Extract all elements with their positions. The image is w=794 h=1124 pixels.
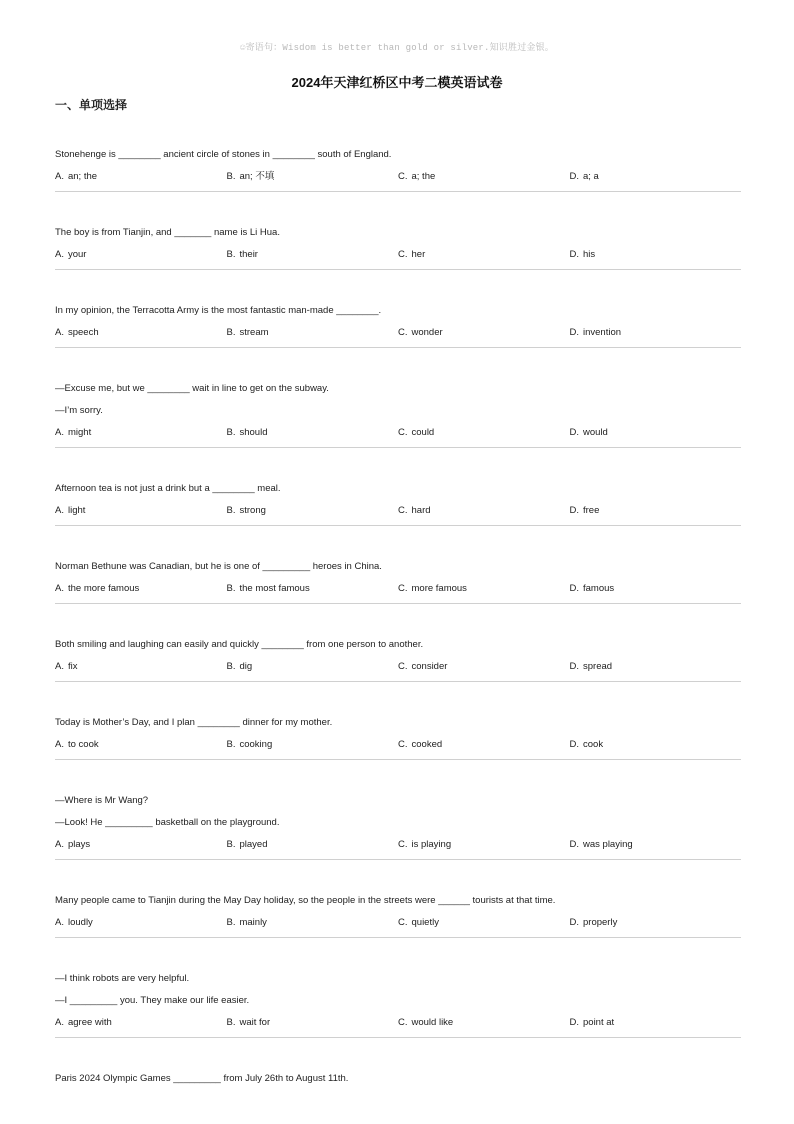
option-letter: B.	[226, 839, 236, 850]
option-text: cooking	[239, 739, 273, 750]
option-letter: B.	[226, 739, 236, 750]
option-text: should	[239, 427, 268, 438]
question-divider	[55, 681, 741, 682]
answer-options	[55, 737, 741, 759]
option-text: famous	[583, 583, 615, 594]
option-letter: A.	[55, 661, 64, 672]
question-divider	[55, 937, 741, 938]
question-item	[55, 380, 741, 448]
answer-options	[55, 503, 741, 525]
option-text: mainly	[239, 917, 267, 928]
option-text: the most famous	[239, 583, 310, 594]
question-divider	[55, 859, 741, 860]
option-text: was playing	[583, 839, 633, 850]
question-item	[55, 1070, 741, 1093]
answer-option-a[interactable]	[55, 915, 227, 937]
answer-option-d[interactable]	[570, 737, 742, 759]
option-text: her	[411, 249, 426, 260]
answer-options	[55, 169, 741, 191]
option-text: could	[411, 427, 435, 438]
answer-option-b[interactable]	[227, 425, 399, 447]
answer-options	[55, 247, 741, 269]
question-stem: Many people came to Tianjin during the May Day holiday, so the people in the streets were ______ tourists at that time.	[55, 895, 556, 906]
option-letter: D.	[569, 427, 579, 438]
question-item	[55, 636, 741, 682]
option-letter: C.	[398, 1017, 408, 1028]
option-text: the more famous	[67, 583, 140, 594]
answer-option-c[interactable]	[398, 425, 570, 447]
answer-options	[55, 915, 741, 937]
question-stem: The boy is from Tianjin, and _______ name is Li Hua.	[55, 227, 280, 238]
option-letter: D.	[569, 1017, 579, 1028]
answer-options	[55, 325, 741, 347]
option-text: strong	[239, 505, 266, 516]
answer-option-d[interactable]	[570, 425, 742, 447]
option-text: an; the	[67, 171, 98, 182]
answer-options	[55, 425, 741, 447]
option-text: loudly	[67, 917, 93, 928]
answer-option-d[interactable]	[570, 659, 742, 681]
option-letter: A.	[55, 327, 64, 338]
answer-option-c[interactable]	[398, 581, 570, 603]
page-title: 2024年天津红桥区中考二模英语试卷	[291, 75, 503, 90]
question-item	[55, 792, 741, 860]
option-letter: C.	[398, 427, 408, 438]
question-stem: —Excuse me, but we ________ wait in line to get on the subway.	[55, 383, 329, 394]
option-letter: A.	[55, 1017, 64, 1028]
option-text: played	[239, 839, 268, 850]
question-stem: Paris 2024 Olympic Games _________ from July 26th to August 11th.	[55, 1073, 349, 1084]
option-letter: B.	[226, 171, 236, 182]
option-letter: C.	[398, 583, 408, 594]
answer-option-b[interactable]	[227, 581, 399, 603]
question-divider	[55, 347, 741, 348]
option-text: spread	[583, 661, 613, 672]
question-stem: Afternoon tea is not just a drink but a ________ meal.	[55, 483, 281, 494]
option-letter: A.	[55, 739, 64, 750]
option-letter: D.	[569, 171, 579, 182]
option-text: their	[239, 249, 258, 260]
option-text: a; a	[583, 171, 599, 182]
question-stem: —Look! He _________ basketball on the playground.	[55, 817, 280, 828]
option-letter: D.	[569, 661, 579, 672]
option-letter: A.	[55, 839, 64, 850]
option-text: an; 不填	[239, 171, 275, 182]
answer-options	[55, 659, 741, 681]
answer-option-c[interactable]	[398, 247, 570, 269]
answer-option-d[interactable]	[570, 325, 742, 347]
option-text: fix	[67, 661, 78, 672]
option-text: your	[67, 249, 87, 260]
answer-option-a[interactable]	[55, 581, 227, 603]
answer-option-a[interactable]	[55, 247, 227, 269]
option-text: wonder	[411, 327, 443, 338]
question-list	[55, 146, 741, 1093]
question-divider	[55, 447, 741, 448]
option-letter: D.	[569, 739, 579, 750]
option-text: a; the	[411, 171, 436, 182]
option-letter: C.	[398, 839, 408, 850]
section-heading: 一、单项选择	[55, 98, 128, 112]
option-letter: A.	[55, 917, 64, 928]
option-text: point at	[583, 1017, 615, 1028]
answer-option-b[interactable]	[227, 247, 399, 269]
answer-option-c[interactable]	[398, 837, 570, 859]
option-text: stream	[239, 327, 269, 338]
option-letter: D.	[569, 327, 579, 338]
option-text: quietly	[411, 917, 439, 928]
option-letter: A.	[55, 583, 64, 594]
option-letter: A.	[55, 171, 64, 182]
question-item	[55, 146, 741, 192]
question-stem: —Where is Mr Wang?	[55, 795, 149, 806]
question-item	[55, 892, 741, 938]
option-letter: D.	[569, 249, 579, 260]
question-stem: —I’m sorry.	[55, 405, 103, 416]
question-item	[55, 480, 741, 526]
answer-option-a[interactable]	[55, 425, 227, 447]
question-stem: Norman Bethune was Canadian, but he is one of _________ heroes in China.	[55, 561, 382, 572]
option-text: more famous	[411, 583, 467, 594]
answer-option-c[interactable]	[398, 659, 570, 681]
question-divider	[55, 1037, 741, 1038]
answer-options	[55, 1015, 741, 1037]
option-letter: B.	[226, 427, 236, 438]
option-letter: A.	[55, 249, 64, 260]
answer-option-d[interactable]	[570, 581, 742, 603]
option-text: wait for	[239, 1017, 271, 1028]
option-letter: C.	[398, 171, 408, 182]
option-text: would like	[411, 1017, 454, 1028]
answer-option-c[interactable]	[398, 169, 570, 191]
option-text: is playing	[411, 839, 452, 850]
answer-option-b[interactable]	[227, 169, 399, 191]
question-item	[55, 302, 741, 348]
option-text: consider	[411, 661, 448, 672]
page-motto: ☺寄语句：Wisdom is better than gold or silver.知识胜过金银。	[239, 43, 555, 53]
option-text: plays	[67, 839, 91, 850]
option-letter: C.	[398, 249, 408, 260]
option-text: light	[67, 505, 86, 516]
answer-option-b[interactable]	[227, 1015, 399, 1037]
question-stem: In my opinion, the Terracotta Army is the most fantastic man-made ________.	[55, 305, 382, 316]
option-text: dig	[239, 661, 253, 672]
question-divider	[55, 603, 741, 604]
question-stem: Both smiling and laughing can easily and quickly ________ from one person to another.	[55, 639, 424, 650]
option-letter: D.	[569, 505, 579, 516]
option-text: to cook	[67, 739, 99, 750]
option-text: might	[67, 427, 92, 438]
answer-option-d[interactable]	[570, 503, 742, 525]
option-letter: C.	[398, 661, 408, 672]
answer-option-a[interactable]	[55, 503, 227, 525]
option-letter: D.	[569, 917, 579, 928]
option-letter: C.	[398, 739, 408, 750]
option-text: his	[583, 249, 596, 260]
option-text: would	[583, 427, 608, 438]
answer-option-b[interactable]	[227, 737, 399, 759]
option-text: agree with	[67, 1017, 112, 1028]
option-text: free	[583, 505, 600, 516]
option-letter: B.	[226, 1017, 236, 1028]
question-stem: —I _________ you. They make our life easier.	[55, 995, 250, 1006]
answer-option-a[interactable]	[55, 1015, 227, 1037]
answer-option-c[interactable]	[398, 325, 570, 347]
question-stem: Stonehenge is ________ ancient circle of stones in ________ south of England.	[55, 149, 392, 160]
answer-option-b[interactable]	[227, 325, 399, 347]
answer-option-c[interactable]	[398, 737, 570, 759]
answer-options	[55, 581, 741, 603]
option-text: hard	[411, 505, 431, 516]
answer-option-d[interactable]	[570, 837, 742, 859]
question-item	[55, 224, 741, 270]
question-stem: Today is Mother’s Day, and I plan ________ dinner for my mother.	[55, 717, 333, 728]
option-letter: A.	[55, 427, 64, 438]
question-item	[55, 558, 741, 604]
answer-option-d[interactable]	[570, 247, 742, 269]
option-text: properly	[583, 917, 618, 928]
answer-option-d[interactable]	[570, 915, 742, 937]
question-divider	[55, 759, 741, 760]
answer-option-a[interactable]	[55, 837, 227, 859]
option-letter: B.	[226, 583, 236, 594]
option-letter: A.	[55, 505, 64, 516]
answer-option-b[interactable]	[227, 837, 399, 859]
option-letter: B.	[226, 327, 236, 338]
question-item	[55, 970, 741, 1038]
option-text: cooked	[411, 739, 443, 750]
question-divider	[55, 191, 741, 192]
answer-option-d[interactable]	[570, 169, 742, 191]
answer-option-c[interactable]	[398, 503, 570, 525]
answer-option-b[interactable]	[227, 915, 399, 937]
option-letter: C.	[398, 917, 408, 928]
answer-option-b[interactable]	[227, 659, 399, 681]
option-text: cook	[583, 739, 604, 750]
question-item	[55, 714, 741, 760]
option-letter: C.	[398, 505, 408, 516]
question-divider	[55, 269, 741, 270]
answer-option-b[interactable]	[227, 503, 399, 525]
answer-options	[55, 837, 741, 859]
question-stem: —I think robots are very helpful.	[55, 973, 190, 984]
option-text: speech	[67, 327, 99, 338]
answer-option-a[interactable]	[55, 169, 227, 191]
option-letter: B.	[226, 917, 236, 928]
option-letter: B.	[226, 661, 236, 672]
answer-option-a[interactable]	[55, 737, 227, 759]
option-letter: C.	[398, 327, 408, 338]
option-letter: B.	[226, 249, 236, 260]
question-divider	[55, 525, 741, 526]
answer-option-c[interactable]	[398, 915, 570, 937]
answer-option-c[interactable]	[398, 1015, 570, 1037]
answer-option-a[interactable]	[55, 659, 227, 681]
answer-option-d[interactable]	[570, 1015, 742, 1037]
option-letter: D.	[569, 839, 579, 850]
option-letter: D.	[569, 583, 579, 594]
option-letter: B.	[226, 505, 236, 516]
answer-option-a[interactable]	[55, 325, 227, 347]
option-text: invention	[583, 327, 622, 338]
